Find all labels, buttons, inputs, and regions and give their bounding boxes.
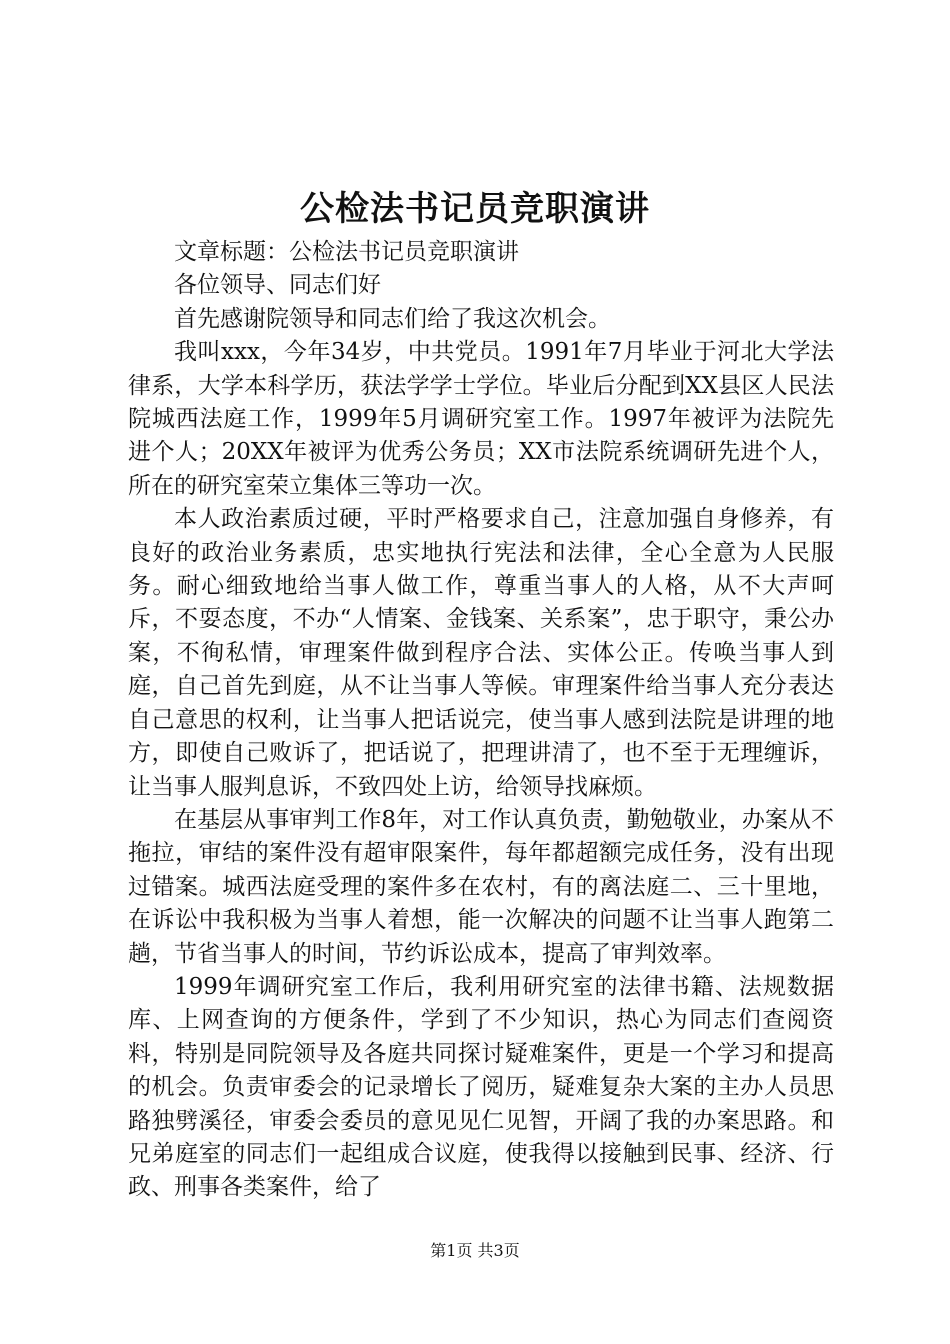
article-title-line: 文章标题：公检法书记员竞职演讲	[174, 239, 519, 265]
document-body	[128, 236, 834, 1205]
paragraph-trial-work: 在基层从事审判工作8年，对工作认真负责，勤勉敬业，办案从不拖拉，审结的案件没有超审限案件，每年都超额完成任务，没有出现过错案。城西法庭受理的案件多在农村，有的离法庭二、三十里地，在诉讼中我积极为当事人着想，能一次解决的问题不让当事人跑第二趟，节省当事人的时间，节约诉讼成本，提高了审判效率。	[128, 806, 834, 967]
opening-paragraph: 首先感谢院领导和同志们给了我这次机会。	[174, 305, 611, 332]
paragraph-research-office: 1999年调研究室工作后，我利用研究室的法律书籍、法规数据库、上网查询的方便条件，学到了不少知识，热心为同志们查阅资料，特别是同院领导及各庭共同探讨疑难案件，更是一个学习和提高的机会。负责审委会的记录增长了阅历，疑难复杂大案的主办人员思路独劈溪径，审委会委员的意见见仁见智，开阔了我的办案思路。和兄弟庭室的同志们一起组成合议庭，使我得以接触到民事、经济、行政、刑事各类案件，给了	[128, 973, 834, 1201]
paragraph-introduction: 我叫xxx，今年34岁，中共党员。1991年7月毕业于河北大学法律系，大学本科学历，获法学学士学位。毕业后分配到XX县区人民法院城西法庭工作，1999年5月调研究室工作。1997年被评为法院先进个人；20XX年被评为优秀公务员；XX市法院系统调研先进个人，所在的研究室荣立集体三等功一次。	[128, 339, 834, 499]
paragraph-political-quality: 本人政治素质过硬，平时严格要求自己，注意加强自身修养，有良好的政治业务素质，忠实地执行宪法和法律，全心全意为人民服务。耐心细致地给当事人做工作，尊重当事人的人格，从不大声呵斥，不耍态度，不办“人情案、金钱案、关系案”，忠于职守，秉公办案，不徇私情，审理案件做到程序合法、实体公正。传唤当事人到庭，自己首先到庭，从不让当事人等候。审理案件给当事人充分表达自己意思的权利，让当事人把话说完，使当事人感到法院是讲理的地方，即使自己败诉了，把话说了，把理讲清了，也不至于无理缠诉，让当事人服判息诉，不致四处上访，给领导找麻烦。	[128, 506, 834, 800]
document-title: 公检法书记员竞职演讲	[300, 189, 650, 229]
salutation: 各位领导、同志们好	[174, 272, 381, 299]
page-number-footer: 第1页 共3页	[430, 1241, 520, 1260]
